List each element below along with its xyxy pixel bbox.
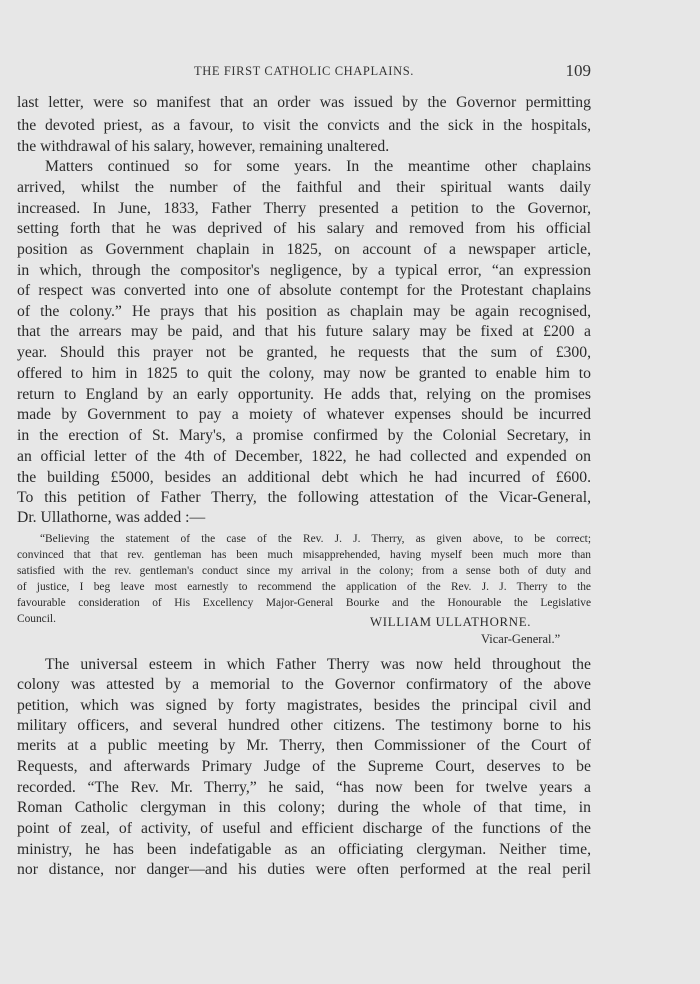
text-line: The universal esteem in which Father Therry was now held throughout the — [45, 656, 591, 673]
text-line: ministry, he has been indefatigable as an officiating clergyman. Neither time, — [17, 841, 591, 858]
quote-line: favourable consideration of His Excellency Major-General Bourke and the Honourable the Legislative — [17, 597, 591, 609]
text-line: of the colony.” He prays that his position as chaplain may be again recognised, — [17, 303, 591, 320]
text-line: the devoted priest, as a favour, to visit the convicts and the sick in the hospitals, — [17, 117, 591, 134]
text-line: an official letter of the 4th of December, 1822, he had collected and expended on — [17, 448, 591, 465]
text-line: Dr. Ullathorne, was added :— — [17, 509, 206, 526]
signature-name: WILLIAM ULLATHORNE. — [370, 615, 532, 629]
text-line: arrived, whilst the number of the faithful and their spiritual wants daily — [17, 179, 591, 196]
text-line: Matters continued so for some years. In the meantime other chaplains — [45, 158, 591, 175]
text-line: colony was attested by a memorial to the Governor confirmatory of the above — [17, 676, 591, 693]
quote-line: convinced that that rev. gentleman has been much misapprehended, having myself been much more than — [17, 549, 591, 561]
text-line: military officers, and several hundred other citizens. The testimony borne to his — [17, 717, 591, 734]
text-line: in which, through the compositor's negligence, by a typical error, “an expression — [17, 262, 591, 279]
text-line: petition, which was signed by forty magistrates, besides the principal civil and — [17, 697, 591, 714]
page-number: 109 — [565, 61, 591, 80]
text-line: position as Government chaplain in 1825, on account of a newspaper article, — [17, 241, 591, 258]
text-line: Roman Catholic clergyman in this colony; during the whole of that time, in — [17, 799, 591, 816]
text-line: setting forth that he was deprived of his salary and removed from his official — [17, 220, 591, 237]
quote-line: “Believing the statement of the case of the Rev. J. J. Therry, as given above, to be correct; — [40, 533, 591, 545]
text-line: year. Should this prayer not be granted, he requests that the sum of £300, — [17, 344, 591, 361]
quote-line: of justice, I beg leave most earnestly to recommend the application of the Rev. J. J. Therry to the — [17, 581, 591, 593]
text-line: recorded. “The Rev. Mr. Therry,” he said, “has now been for twelve years a — [17, 779, 591, 796]
quote-line: satisfied with the rev. gentleman's conduct since my arrival in the colony; from a sense both of duty and — [17, 565, 591, 577]
text-line: made by Government to pay a moiety of whatever expenses should be incurred — [17, 406, 591, 423]
text-line: the withdrawal of his salary, however, remaining unaltered. — [17, 138, 390, 155]
quote-line: Council. — [17, 613, 56, 625]
text-line: of respect was converted into one of absolute contempt for the Protestant chaplains — [17, 282, 591, 299]
text-line: the building £5000, besides an additional debt which he had incurred of £600. — [17, 469, 591, 486]
text-line: Requests, and afterwards Primary Judge of the Supreme Court, deserves to be — [17, 758, 591, 775]
text-line: offered to him in 1825 to quit the colony, may now be granted to enable him to — [17, 365, 591, 382]
text-line: To this petition of Father Therry, the following attestation of the Vicar-General, — [17, 489, 591, 506]
text-line: merits at a public meeting by Mr. Therry, then Commissioner of the Court of — [17, 737, 591, 754]
text-line: in the erection of St. Mary's, a promise confirmed by the Colonial Secretary, in — [17, 427, 591, 444]
text-line: last letter, were so manifest that an order was issued by the Governor permitting — [17, 94, 591, 111]
text-line: point of zeal, of activity, of useful and efficient discharge of the functions of the — [17, 820, 591, 837]
text-line: nor distance, nor danger—and his duties were often performed at the real peril — [17, 861, 591, 878]
text-line: return to England by an early opportunity. He adds that, relying on the promises — [17, 386, 591, 403]
signature-title: Vicar-General.” — [481, 632, 561, 646]
page-header — [17, 61, 591, 85]
text-line: increased. In June, 1833, Father Therry presented a petition to the Governor, — [17, 200, 591, 217]
running-title: THE FIRST CATHOLIC CHAPLAINS. — [194, 64, 414, 78]
text-line: that the arrears may be paid, and that his future salary may be fixed at £200 a — [17, 323, 591, 340]
